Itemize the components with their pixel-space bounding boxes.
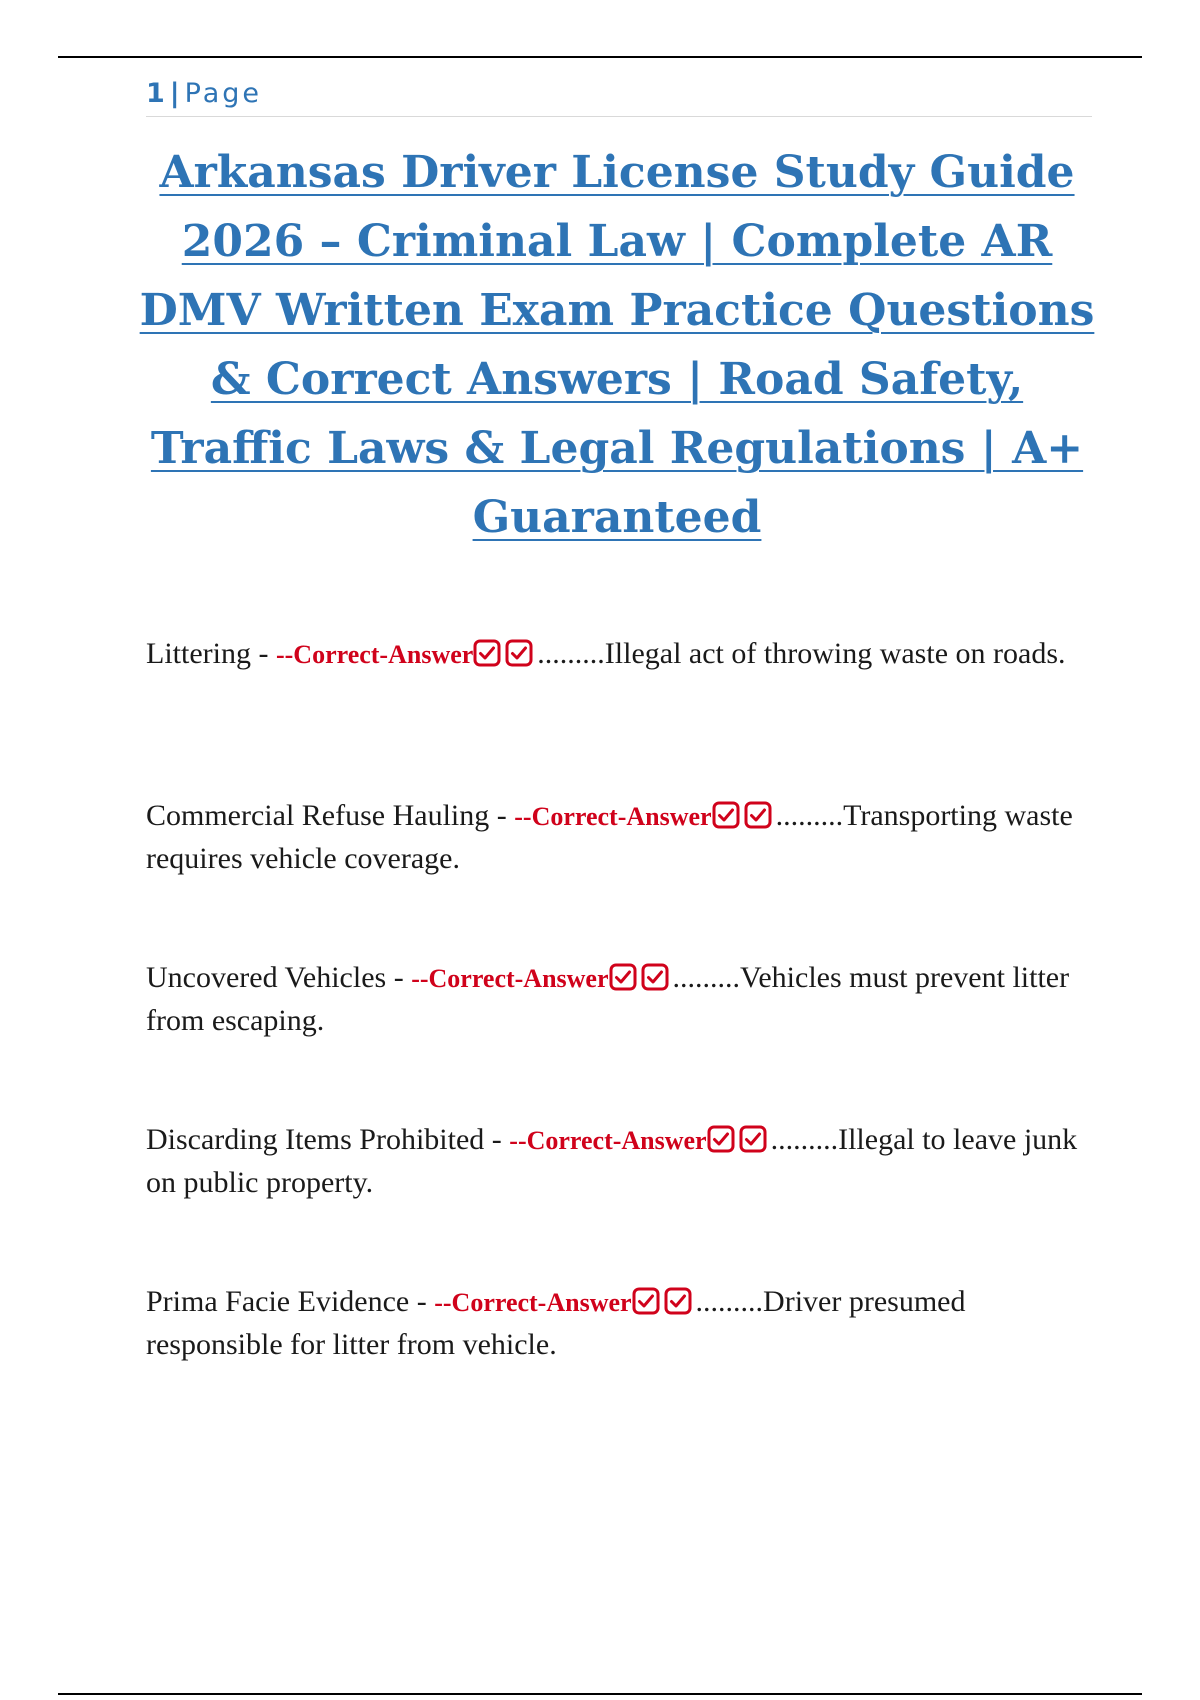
qa-term: Prima Facie Evidence [146, 1285, 410, 1318]
checkbox-checked-icon [712, 799, 740, 827]
checkbox-checked-icon [739, 1123, 767, 1151]
checkbox-checked-icon [641, 961, 669, 989]
top-rule [58, 56, 1142, 58]
qa-list [146, 633, 1092, 1443]
qa-answer: Illegal to leave junk on public property. [146, 1123, 1078, 1199]
term-separator: - [386, 961, 412, 994]
page-separator: | [169, 78, 183, 109]
qa-item [146, 633, 1092, 717]
bottom-rule [58, 1693, 1142, 1695]
document-title: Arkansas Driver License Study Guide 2026 – Criminal Law | Complete AR DMV Written Exam Practice Questions & Correct Answers | Road Safety, Traffic Laws & Legal Regulations | A+ Guaranteed [139, 147, 1095, 543]
answer-leader: ......... [537, 637, 605, 670]
checkbox-checked-icon [664, 1285, 692, 1313]
qa-item [146, 795, 1092, 879]
checkbox-checked-icon [632, 1285, 660, 1313]
checkbox-checked-icon [609, 961, 637, 989]
qa-item [146, 957, 1092, 1041]
qa-answer: Illegal act of throwing waste on roads. [604, 637, 1066, 670]
correct-answer-marker: --Correct-Answer [411, 964, 609, 993]
qa-term: Littering [146, 637, 251, 670]
qa-term: Commercial Refuse Hauling [146, 799, 490, 832]
correct-answer-marker: --Correct-Answer [509, 1126, 707, 1155]
checkbox-checked-icon [744, 799, 772, 827]
qa-answer: Driver presumed responsible for litter from vehicle. [146, 1285, 966, 1361]
page-header [146, 76, 262, 112]
qa-answer: Vehicles must prevent litter from escaping. [146, 961, 1070, 1037]
qa-answer: Transporting waste requires vehicle coverage. [146, 799, 1073, 875]
answer-leader: ......... [775, 799, 844, 832]
term-separator: - [484, 1123, 510, 1156]
page-label: Page [184, 78, 263, 109]
page-number: 1 [146, 78, 168, 109]
qa-term: Uncovered Vehicles [146, 961, 387, 994]
correct-answer-marker: --Correct-Answer [514, 802, 712, 831]
term-separator: - [250, 637, 276, 670]
qa-item [146, 1119, 1092, 1203]
answer-leader: ......... [672, 961, 741, 994]
answer-leader: ......... [695, 1285, 764, 1318]
term-separator: - [489, 799, 515, 832]
checkbox-checked-icon [473, 637, 501, 665]
qa-item [146, 1281, 1092, 1365]
qa-term: Discarding Items Prohibited [146, 1123, 485, 1156]
header-rule [146, 116, 1092, 117]
correct-answer-marker: --Correct-Answer [434, 1288, 632, 1317]
term-separator: - [409, 1285, 435, 1318]
checkbox-checked-icon [707, 1123, 735, 1151]
correct-answer-marker: --Correct-Answer [275, 640, 474, 669]
answer-leader: ......... [770, 1123, 839, 1156]
checkbox-checked-icon [505, 637, 533, 665]
